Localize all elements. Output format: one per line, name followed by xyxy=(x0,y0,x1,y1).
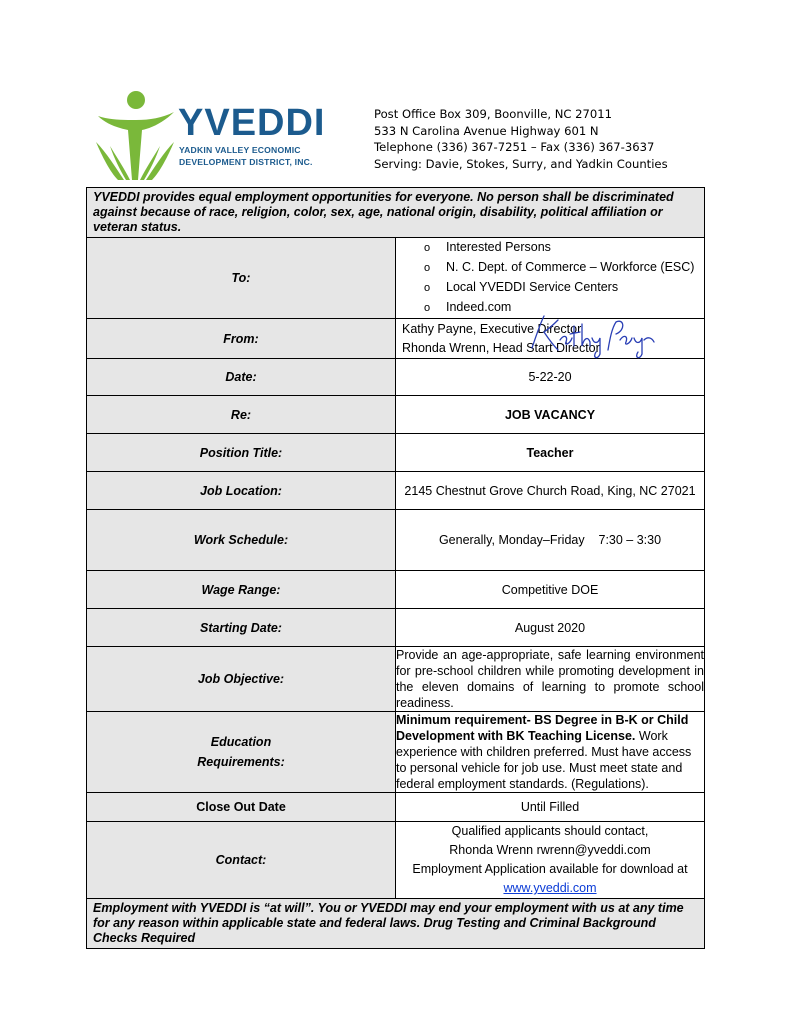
education-value xyxy=(396,712,705,793)
contact-label: Contact: xyxy=(87,822,396,899)
education-requirement-bold: Minimum requirement- BS Degree in B-K or Child Development with BK Teaching License. xyxy=(396,713,689,743)
yveddi-logo xyxy=(92,86,337,182)
education-requirement-rest: Work experience with children preferred. Must have access to personal vehicle for job use. Must meet state and federal employment standards. (Regulations). xyxy=(396,729,692,791)
eeo-notice-row xyxy=(87,188,705,238)
re-label: Re: xyxy=(87,396,396,434)
date-value: 5-22-20 xyxy=(396,359,705,396)
schedule-value: Generally, Monday–Friday 7:30 – 3:30 xyxy=(396,510,705,571)
contact-value xyxy=(396,822,705,899)
wage-label: Wage Range: xyxy=(87,571,396,609)
objective-value: Provide an age-appropriate, safe learning environment for pre-school children while promoting development in the eleven domains of learning to promote school readiness. xyxy=(396,648,704,710)
start-label: Starting Date: xyxy=(87,609,396,647)
objective-row xyxy=(87,647,705,712)
eeo-notice: YVEDDI provides equal employment opportunities for everyone. No person shall be discriminated against because of race, religion, color, sex, age, national origin, disability, political affiliation or veteran status. xyxy=(87,188,705,238)
start-row xyxy=(87,609,705,647)
education-label-line1: Education xyxy=(210,735,272,749)
phone-fax-line: Telephone (336) 367-7251 – Fax (336) 367-3637 xyxy=(374,140,655,154)
signature-image xyxy=(526,310,656,360)
from-label: From: xyxy=(87,319,396,359)
recipient-item: o Interested Persons xyxy=(424,238,704,258)
from-line-headstart: Rhonda Wrenn, Head Start Director xyxy=(402,340,600,355)
address-line: 533 N Carolina Avenue Highway 601 N xyxy=(374,123,599,138)
recipient-item: o Local YVEDDI Service Centers xyxy=(424,278,704,298)
education-label-line2: Requirements: xyxy=(197,755,285,769)
closeout-row xyxy=(87,793,705,822)
position-value: Teacher xyxy=(396,434,705,472)
contact-line2: Rhonda Wrenn rwrenn@yveddi.com xyxy=(449,843,651,857)
closeout-label: Close Out Date xyxy=(87,793,396,822)
position-label: Position Title: xyxy=(87,434,396,472)
job-vacancy-table xyxy=(86,187,705,949)
from-line-executive: Kathy Payne, Executive Director xyxy=(402,321,582,336)
recipient-item: o N. C. Dept. of Commerce – Workforce (ESC) xyxy=(424,258,704,278)
address-line: Post Office Box 309, Boonville, NC 27011 xyxy=(374,107,613,121)
logo-wordmark: YVEDDI xyxy=(178,102,326,144)
at-will-notice: Employment with YVEDDI is “at will”. You or YVEDDI may end your employment with us at any time for any reason within applicable state and federal laws. Drug Testing and Criminal Background Checks Required xyxy=(87,899,705,949)
position-row xyxy=(87,434,705,472)
re-value: JOB VACANCY xyxy=(396,396,705,434)
contact-row xyxy=(87,822,705,899)
location-row xyxy=(87,472,705,510)
contact-line1: Qualified applicants should contact, xyxy=(451,824,649,838)
objective-label: Job Objective: xyxy=(87,647,396,712)
to-row xyxy=(87,238,705,319)
to-recipients xyxy=(396,238,705,319)
recipient-item: o Indeed.com xyxy=(424,298,704,318)
date-label: Date: xyxy=(87,359,396,396)
logo-subtitle xyxy=(179,144,313,168)
at-will-notice-row xyxy=(87,899,705,949)
logo-subtitle-line1: YADKIN VALLEY ECONOMIC xyxy=(179,145,301,155)
from-row xyxy=(87,319,705,359)
location-label: Job Location: xyxy=(87,472,396,510)
date-row xyxy=(87,359,705,396)
schedule-row xyxy=(87,510,705,571)
education-row xyxy=(87,712,705,793)
education-label xyxy=(87,712,396,793)
wage-value: Competitive DOE xyxy=(396,571,705,609)
contact-line3-text: Employment Application available for download at xyxy=(412,862,688,876)
from-value xyxy=(396,319,705,359)
to-label: To: xyxy=(87,238,396,319)
wage-row xyxy=(87,571,705,609)
schedule-label: Work Schedule: xyxy=(87,510,396,571)
re-row xyxy=(87,396,705,434)
service-area-line: Serving: Davie, Stokes, Surry, and Yadkin Counties xyxy=(374,156,668,171)
logo-subtitle-line2: DEVELOPMENT DISTRICT, INC. xyxy=(179,157,313,167)
website-link[interactable]: www.yveddi.com xyxy=(503,881,597,895)
start-value: August 2020 xyxy=(396,609,705,647)
address-block xyxy=(374,106,668,172)
leaf-figure-icon xyxy=(92,86,178,182)
location-value: 2145 Chestnut Grove Church Road, King, NC 27021 xyxy=(396,472,705,510)
contact-line3 xyxy=(396,860,704,898)
closeout-value: Until Filled xyxy=(396,793,705,822)
